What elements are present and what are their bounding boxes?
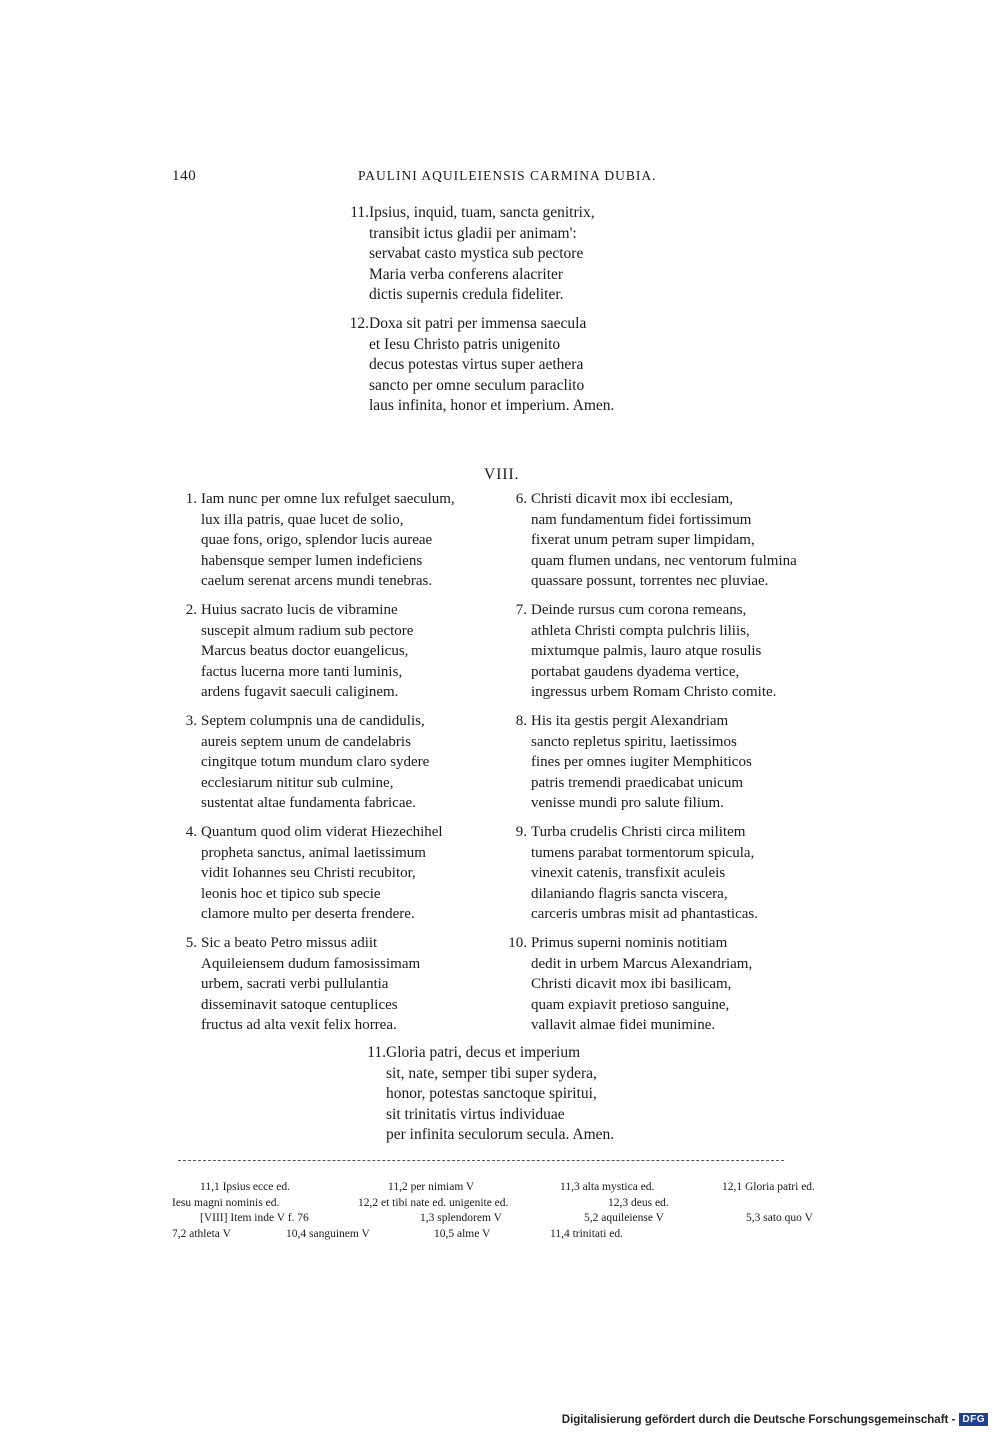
stanza-4 [185,822,443,925]
footnote: 11,3 alta mystica ed. [560,1181,655,1193]
stanza-line: Deinde rursus cum corona remeans, [531,602,747,618]
stanza-number: 1. [185,491,197,507]
stanza-line: Maria verba conferens alacriter [369,265,564,283]
stanza-final-11 [358,1043,614,1146]
stanza-11 [341,203,595,306]
stanza-10 [508,933,753,1036]
stanza-line: carceris umbras misit ad phantasticas. [531,906,759,923]
stanza-line: Iam nunc per omne lux refulget saeculum, [201,491,455,507]
running-title: PAULINI AQUILEIENSIS CARMINA DUBIA. [358,168,657,183]
stanza-line: athleta Christi compta pulchris liliis, [531,622,750,639]
stanza-line: His ita gestis pergit Alexandriam [531,713,729,729]
stanza-line: disseminavit satoque centuplices [201,996,398,1013]
stanza-line: Aquileiensem dudum famosissimam [201,955,421,972]
stanza-number: 6. [515,491,527,507]
stanza-line: vidit Iohannes seu Christi recubitor, [201,865,416,882]
stanza-line: dictis supernis credula fideliter. [369,286,564,304]
stanza-line: Huius sacrato lucis de vibramine [201,602,398,618]
stanza-line: Marcus beatus doctor euangelicus, [201,643,409,660]
stanza-number: 7. [515,602,527,618]
dfg-logo-icon: DFG [959,1413,988,1426]
stanza-number: 10. [508,935,527,951]
stanza-line: fines per omnes iugiter Memphiticos [531,754,752,771]
stanza-line: ardens fugavit saeculi caliginem. [201,684,399,701]
stanza-line: quam flumen undans, nec ventorum fulmina [531,552,797,569]
stanza-line: sancto repletus spiritu, laetissimos [531,733,737,750]
stanza-line: urbem, sacrati verbi pullulantia [201,976,389,993]
stanza-3 [185,711,430,814]
stanza-line: sustentat altae fundamenta fabricae. [201,795,416,812]
stanza-2 [185,600,414,703]
stanza-line: propheta sanctus, animal laetissimum [201,844,426,861]
credit-text: Digitalisierung gefördert durch die Deutsche Forschungsgemeinschaft - [561,1413,956,1426]
stanza-line: 12.Doxa sit patri per immensa saecula [341,314,614,335]
footnote: 7,2 athleta V [172,1227,231,1240]
stanza-1 [185,489,455,592]
footnote: 12,2 et tibi nate ed. unigenite ed. [358,1196,509,1209]
footnote: 10,4 sanguinem V [286,1227,370,1240]
footnote: 11,2 per nimiam V [388,1181,475,1193]
stanza-number: 8. [515,713,527,729]
stanza-8 [515,711,752,814]
stanza-line: cingitque totum mundum claro sydere [201,754,430,771]
footnote: 1,3 splendorem V [420,1212,502,1224]
stanza-number: 9. [515,824,527,840]
footnote: 10,5 alme V [434,1227,491,1240]
stanza-line: quae fons, origo, splendor lucis aureae [201,532,433,549]
page-number: 140 [172,168,197,184]
stanza-number: 3. [185,713,197,729]
stanza-line: dedit in urbem Marcus Alexandriam, [531,955,753,972]
footnote: [VIII] Item inde V f. 76 [200,1212,309,1224]
stanza-line: Primus superni nominis notitiam [531,935,728,951]
stanza-line: sit, nate, semper tibi super sydera, [386,1064,597,1082]
stanza-line: dilaniando flagris sancta viscera, [531,885,728,902]
stanza-line: mixtumque palmis, lauro atque rosulis [531,643,762,660]
digitization-credit [562,1413,988,1426]
stanza-number: 12. [349,315,369,332]
stanza-line: factus lucerna more tanti luminis, [201,663,403,680]
stanza-line: ecclesiarum nititur sub culmine, [201,774,394,791]
stanza-number: 2. [185,602,197,618]
footnote-row [172,1180,842,1196]
stanza-line: sancto per omne seculum paraclito [369,376,585,394]
stanza-line: clamore multo per deserta frendere. [201,906,415,923]
stanza-line: honor, potestas sanctoque spiritui, [386,1085,597,1103]
stanza-line: decus potestas virtus super aethera [369,356,584,374]
stanza-9 [515,822,759,925]
stanza-line: vinexit catenis, transfixit aculeis [531,865,726,882]
stanza-line: venisse mundi pro salute filium. [531,795,724,812]
stanza-line: et Iesu Christo patris unigenito [369,335,561,353]
footnote-row [172,1227,842,1243]
footnote: 11,4 trinitati ed. [550,1227,624,1240]
stanza-line: suscepit almum radium sub pectore [201,622,414,639]
footnote: 11,1 Ipsius ecce ed. [200,1181,290,1193]
stanza-line: fructus ad alta vexit felix horrea. [201,1017,397,1034]
stanza-line: 11.Gloria patri, decus et imperium [358,1043,614,1064]
stanza-line: habensque semper lumen indeficiens [201,552,423,569]
stanza-number: 11. [350,204,369,221]
stanza-line: aureis septem unum de candelabris [201,733,411,750]
stanza-7 [515,600,777,703]
stanza-12 [341,314,614,417]
footnote: 5,3 sato quo V [746,1212,813,1224]
stanza-line: Septem columpnis una de candidulis, [201,713,425,729]
footnote: 12,3 deus ed. [608,1196,669,1209]
stanza-line: Quantum quod olim viderat Hiezechihel [201,824,443,840]
stanza-line: lux illa patris, quae lucet de solio, [201,511,404,528]
running-header [172,168,840,190]
stanza-line: sit trinitatis virtus individuae [386,1105,565,1123]
stanza-line: ingressus urbem Romam Christo comite. [531,684,777,701]
footnote-row [172,1196,842,1212]
section-title: VIII. [484,466,520,483]
stanza-line: patris tremendi praedicabat unicum [531,774,743,791]
stanza-number: 5. [185,935,197,951]
stanza-line: servabat casto mystica sub pectore [369,245,584,263]
stanza-line: per infinita seculorum secula. Amen. [386,1126,615,1144]
stanza-number: 4. [185,824,197,840]
stanza-line: Christi dicavit mox ibi ecclesiam, [531,491,734,507]
stanza-line: quassare possunt, torrentes nec pluviae. [531,573,769,590]
stanza-line: transibit ictus gladii per animam': [369,224,577,242]
stanza-line: leonis hoc et tipico sub specie [201,885,381,902]
footnote-row [172,1211,842,1227]
stanza-line: Christi dicavit mox ibi basilicam, [531,976,732,993]
stanza-line: laus infinita, honor et imperium. Amen. [369,397,615,415]
stanza-line: Sic a beato Petro missus adiit [201,935,378,951]
stanza-5 [185,933,421,1036]
stanza-line: tumens parabat tormentorum spicula, [531,844,755,861]
footnote-separator [178,1160,784,1161]
stanza-number: 11. [367,1044,386,1061]
stanza-line: quam expiavit pretioso sanguine, [531,996,730,1013]
stanza-6 [515,489,797,592]
footnote: 5,2 aquileiense V [584,1212,664,1224]
footnote: Iesu magni nominis ed. [172,1196,280,1209]
stanza-line: fixerat unum petram super limpidam, [531,532,755,549]
stanza-line: nam fundamentum fidei fortissimum [531,511,752,528]
stanza-line: vallavit almae fidei munimine. [531,1017,716,1034]
stanza-line: caelum serenat arcens mundi tenebras. [201,573,433,590]
stanza-line: Turba crudelis Christi circa militem [531,824,746,840]
footnote: 12,1 Gloria patri ed. [722,1181,815,1193]
stanza-line: portabat gaudens dyadema vertice, [531,663,740,680]
stanza-line: 11.Ipsius, inquid, tuam, sancta genitrix, [341,203,595,224]
apparatus-footnotes [172,1180,842,1242]
